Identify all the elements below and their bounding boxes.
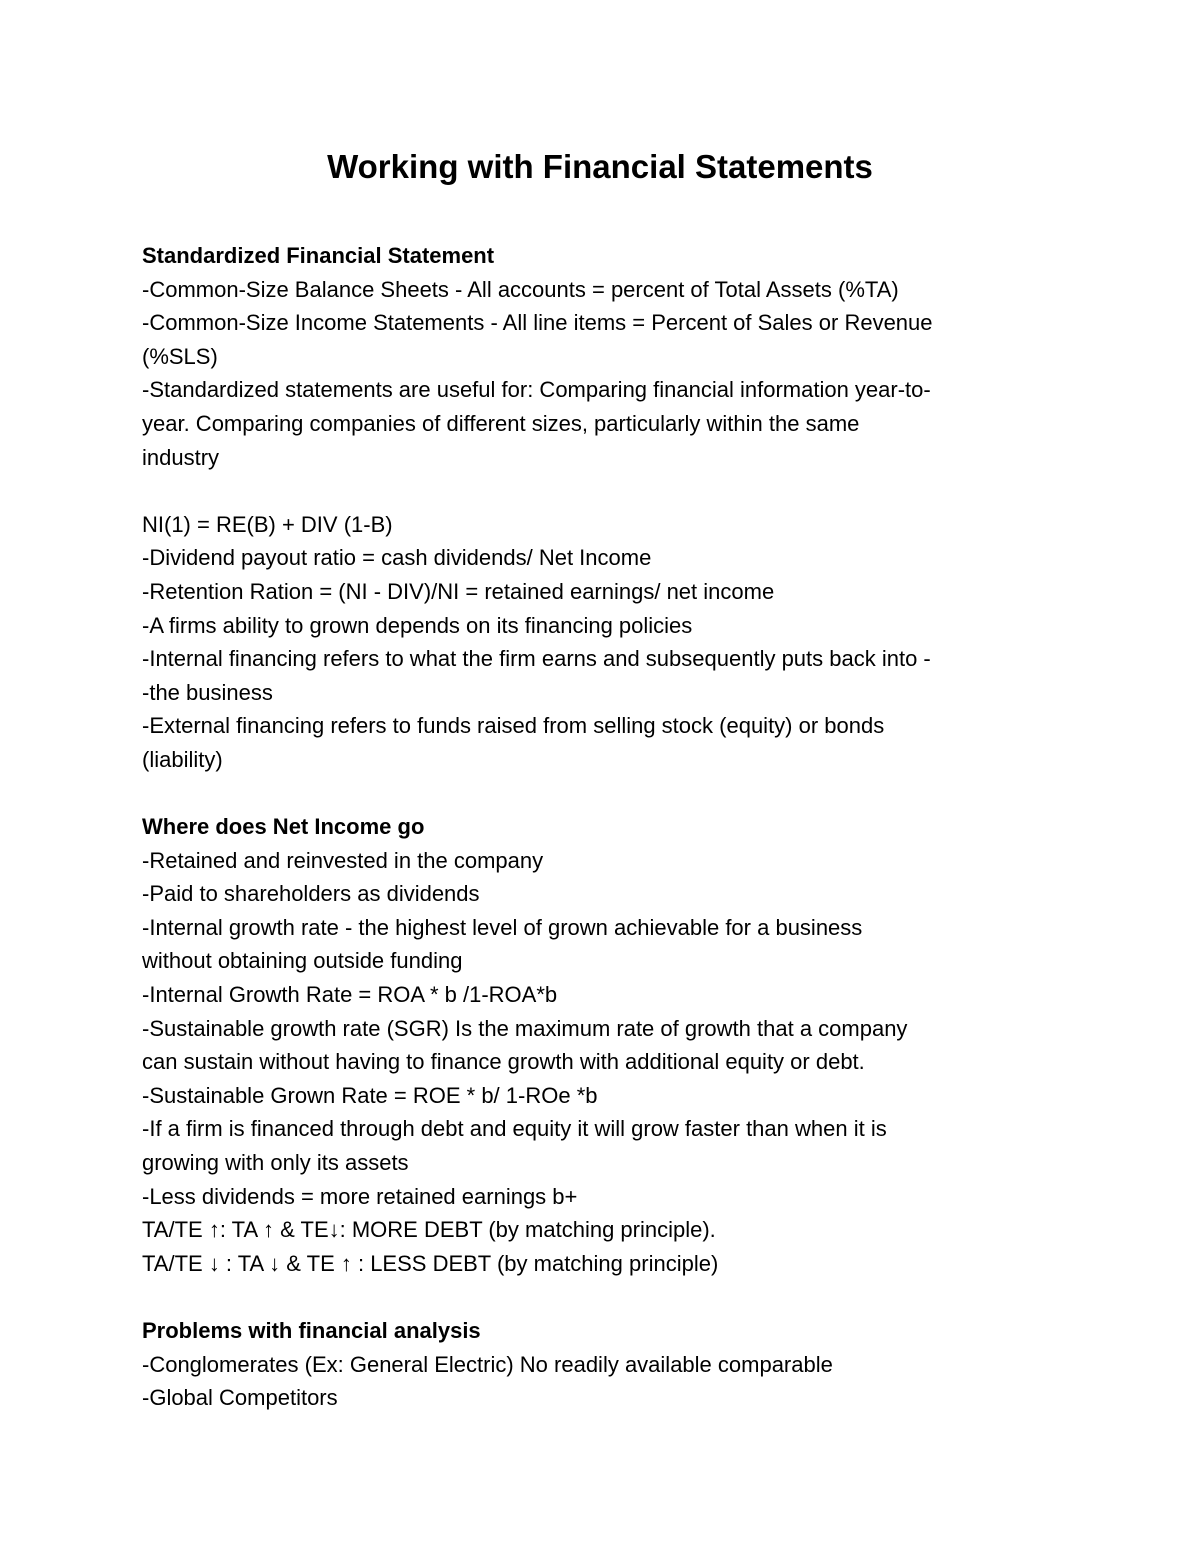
section [142,239,1072,474]
text-line: -A firms ability to grown depends on its financing policies [142,612,693,638]
section-heading: Standardized Financial Statement [142,243,495,268]
text-line: -If a firm is financed through debt and equity it will grow faster than when it is [142,1116,887,1142]
section [142,508,1072,777]
text-line: -Internal financing refers to what the firm earns and subsequently puts back into - [142,646,931,672]
text-line: -Paid to shareholders as dividends [142,881,480,907]
text-line: NI(1) = RE(B) + DIV (1-B) [142,511,393,537]
section-heading: Problems with financial analysis [142,1318,481,1343]
text-line: -Standardized statements are useful for: Comparing financial information year-to- [142,377,931,403]
text-line: (%SLS) [142,343,218,369]
text-line: TA/TE ↑: TA ↑ & TE↓: MORE DEBT (by matching principle). [142,1217,716,1243]
section-heading: Where does Net Income go [142,814,425,840]
text-line: -Internal Growth Rate = ROA * b /1-ROA*b [142,982,558,1008]
text-line: -Dividend payout ratio = cash dividends/ Net Income [142,545,652,571]
text-line: industry [142,444,220,470]
text-line: -Global Competitors [142,1385,338,1411]
text-line: -Sustainable growth rate (SGR) Is the maximum rate of growth that a company [142,1015,908,1041]
text-line: -Sustainable Grown Rate = ROE * b/ 1-ROe *b [142,1082,598,1108]
text-line: -Common-Size Income Statements - All line items = Percent of Sales or Revenue [142,310,933,336]
section [142,1314,1072,1415]
text-line: can sustain without having to finance growth with additional equity or debt. [142,1049,865,1075]
text-line: -the business [142,679,273,705]
text-line: -Conglomerates (Ex: General Electric) No readily available comparable [142,1351,833,1377]
text-line: TA/TE ↓ : TA ↓ & TE ↑ : LESS DEBT (by matching principle) [142,1250,719,1276]
text-line: -Retention Ration = (NI - DIV)/NI = retained earnings/ net income [142,578,775,604]
text-line: without obtaining outside funding [142,948,463,974]
text-line: -Common-Size Balance Sheets - All accounts = percent of Total Assets (%TA) [142,276,899,302]
document-body [142,239,1072,1415]
page-title: Working with Financial Statements [327,148,873,185]
text-line: -Retained and reinvested in the company [142,847,544,873]
text-line: (liability) [142,746,223,772]
text-line: -Less dividends = more retained earnings b+ [142,1183,578,1209]
text-line: growing with only its assets [142,1150,409,1176]
text-line: year. Comparing companies of different sizes, particularly within the same [142,410,860,436]
text-line: -Internal growth rate - the highest level of grown achievable for a business [142,914,863,940]
text-line: -External financing refers to funds raised from selling stock (equity) or bonds [142,713,885,739]
section [142,810,1072,1280]
